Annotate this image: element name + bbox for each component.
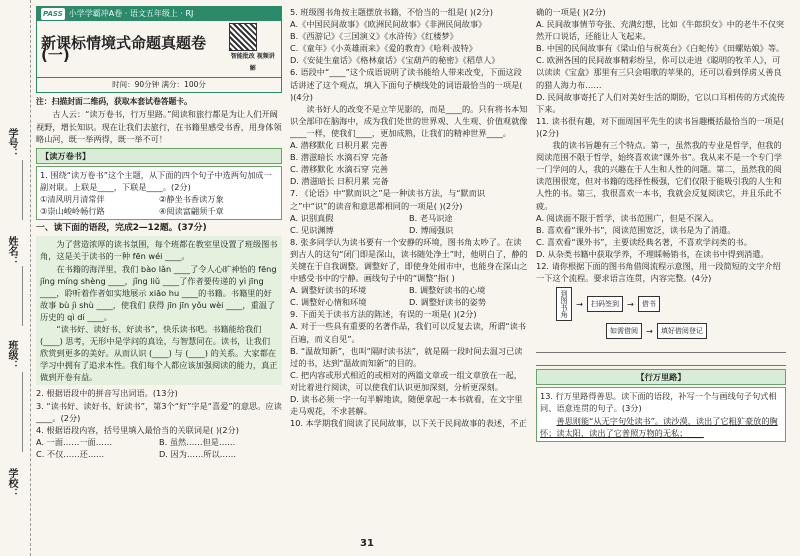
question-5: 5. 班级图书角按主题摆放书籍，不恰当的一组是( )(2分)	[290, 7, 493, 17]
q9-option[interactable]: D. 读书必须一字一句半解地读，随便拿起一本书就看，在文字里走马观花，不求甚解。	[290, 394, 523, 417]
column-1	[36, 6, 282, 460]
margin-label-name: 姓名：	[6, 236, 17, 266]
reading-passage	[36, 236, 282, 385]
margin-blank-line[interactable]	[22, 160, 23, 220]
q6-option[interactable]: C. 潜移默化 水滴石穿 完善	[290, 164, 389, 175]
q5-option[interactable]: B.《西游记》《三国演义》《水浒传》《红楼梦》	[290, 31, 458, 42]
margin-label-id: 学号：	[6, 128, 17, 158]
part-1-title: 一、读下面的语段，完成2—12题。(37分)	[36, 223, 207, 234]
column-2	[290, 6, 528, 429]
q8-option[interactable]: A. 调整好读书的环境	[290, 285, 367, 296]
question-4: 4. 根据语段内容，括号里填入最恰当的关联词是( )(2分)	[36, 424, 239, 435]
passage-paragraph: 为了营造浓厚的读书氛围，每个班都在教室里设置了班级图书角，这是关于读书的一种 fēn wéi ____。	[40, 239, 278, 262]
q7-option[interactable]: A. 识别真假	[290, 212, 334, 223]
question-7: 7. 《论语》中“默而识之”是一种读书方法，与“默而识之”中“识”的读音和意思都相同的一项是( )(2分)	[290, 188, 486, 211]
arrow-right-icon: →	[576, 299, 583, 310]
question-10: 10. 本学期我们阅读了民间故事，以下关于民间故事的表述，不正	[290, 418, 527, 429]
passage-paragraph: “读书好、读好书、好读书”，快乐读书吧。书籍能给我们 (____) 思考，无形中是学问的真诠，与智慧同在。读书，让我们欣赏到更多的美好。从而认识 (____) 与 (____) 的关系。大家都在学习中拥有了追求本性。我们每个人都应该加强阅读的能力，真正做到开卷有益。	[40, 323, 278, 383]
q1-option[interactable]: ④阅读富翩须千章	[159, 206, 224, 217]
q7-option[interactable]: B. 老马识途	[409, 212, 453, 223]
q8-option[interactable]: C. 调整好心情和环境	[290, 297, 367, 308]
flow-step-if-borrow: 如需借阅	[606, 323, 642, 339]
q6-option[interactable]: B. 潜滋暗长 水滴石穿 完备	[290, 152, 388, 163]
question-11: 11. 读书很有趣，对下面周国平先生的读书旨趣概括最恰当的一项是( )(2分)	[536, 115, 785, 138]
q10-option[interactable]: A. 民间故事情节夸张、充满幻想，比如《牛郎织女》中的老牛不仅突然开口说话，还能让人飞起来。	[536, 19, 785, 42]
scan-note: 注：扫描封面二维码，获取本套试卷答题卡。	[36, 97, 192, 107]
flow-step-borrow: 借书	[638, 296, 660, 312]
q13-passage: 善思则能“从无字句处读书”。读沙漠，读出了它粗犷豪放的胸怀；读太阳，读出了它普照万物的无私；____	[540, 415, 778, 438]
q8-option[interactable]: D. 调整好读书的姿势	[409, 297, 487, 308]
q5-option[interactable]: D.《安徒生童话》《格林童话》《宝葫芦的秘密》《稻草人》	[290, 55, 500, 66]
flow-step-register: 填好借阅登记	[657, 323, 707, 339]
answer-line[interactable]	[536, 354, 786, 366]
answer-line[interactable]	[536, 341, 786, 353]
intro-text: 古人云：“读万卷书，行万里路。”阅读和旅行都是为让人们开阔视野，增长知识。现在让我们去旅行，在书籍里感受书香，用身体领略山河，既一举两得，既一举不可！	[36, 109, 282, 144]
exam-meta: 时间：90分钟 满分：100分	[37, 77, 281, 92]
margin-label-class: 班级：	[6, 340, 17, 370]
q10-option[interactable]: D. 民间故事寄托了人们对美好生活的期盼，它以口耳相传的方式流传下来。	[536, 91, 785, 114]
section-read-title: 【读万卷书】	[36, 148, 282, 164]
margin-blank-line[interactable]	[22, 266, 23, 326]
question-9: 9. 下面关于读书方法的陈述，有误的一项是( )(2分)	[290, 309, 477, 320]
question-8: 8. 张多同学认为读书要有一个安静的环境，图书角太吵了。在读到古人的这句“闭门即是深山，读书随处净土”时，他明白了，静的关键在于自我调整。调整好了，即使身处闹市中，也能身在深山之中感受书中的宁静。画线句子中的“调整”指( )	[290, 236, 528, 284]
question-13-text: 13. 行万里路得善思。读下面的语段，补写一个与画线句子句式相同、语意连贯的句子。(3分)	[540, 391, 777, 414]
q9-option[interactable]: B. “温故知新”，也叫“隔时读书法”，就是隔一段时间去温习已读过的书，达到“温故而知新”的目的。	[290, 345, 523, 368]
qr-caption: 智能批改 视频讲解	[230, 53, 275, 73]
exam-title: 新课标情境式命题真题卷(一)	[41, 34, 207, 65]
q9-option[interactable]: C. 把内容或形式相近的或相对的两篇文章或一组文章放在一起，对比着进行阅读，可以使我们认识更加深刻，分析更深刻。	[290, 369, 522, 392]
q9-option[interactable]: A. 对于一些具有重要的名著作品，我们可以反复去读，所谓“读书百遍，而义自见”。	[290, 321, 526, 344]
question-1	[36, 166, 282, 220]
flow-step-signin: 扫码签到	[587, 296, 623, 312]
qr-code-icon[interactable]	[229, 23, 257, 51]
question-12: 12. 请你根据下面的图书角借阅流程示意图，用一段简短的文字介绍一下这个流程。要求语言连贯，内容完整。(4分)	[536, 260, 781, 284]
question-1-text: 1. 围绕“读万卷书”这个主题，从下面的四个句子中选两句加成一副对联。上联是____，下联是____。(2分)	[40, 169, 272, 192]
q4-option[interactable]: B. 虽然……但是……	[159, 436, 236, 447]
q10-option[interactable]: C. 欧洲各国的民间故事精彩纷呈，你可以走进《聪明的牧羊人》，可以读读《宝盒》那里有三只会唱歌的苹果的，还可以看到俘虏乂善良的猎人海力布……	[536, 55, 782, 90]
question-10-continued: 确的一项是( )(2分)	[536, 7, 606, 17]
flow-diagram	[556, 287, 786, 321]
column-3	[536, 6, 786, 444]
q4-option[interactable]: C. 不仅……还……	[36, 448, 105, 459]
q11-passage: 我的读书旨趣有三个特点。第一，虽然我的专业是哲学，但我的阅读范围不限于哲学，始终喜欢读“课外书”。我从来不是一个专门学一门学问的人，我的兴趣在于人生和人性的问题。第二，虽然我的阅读范围很宽，但对书籍的选择性极强，它们仅限于能吸引我的人生和人性的书。第三，我很喜欢一本书，我就会反复阅读它，并且乐此不疲。	[536, 140, 782, 211]
q11-option[interactable]: B. 喜欢看“课外书”，阅读范围宽泛，读书是为了消遣。	[536, 224, 736, 235]
series-name: 小学学霸冲A卷 · 语文五年级上 · RJ	[68, 9, 194, 18]
flow-diagram-row-2	[606, 323, 786, 339]
brand-logo: PASS	[41, 8, 65, 20]
q7-option[interactable]: C. 见识渊博	[290, 224, 334, 235]
q6-passage: 读书好人的改变不是立竿见影的，而是____的。只有将书本知识全部印在脑海中，成为我们处世的世界观、人生观、价值观就像____一样，使我们____，更加成熟，让我们的精神世界____。	[290, 103, 528, 138]
q1-option[interactable]: ②静坐书香读万象	[159, 194, 224, 205]
binding-margin	[0, 0, 31, 556]
arrow-right-icon: →	[626, 299, 634, 310]
question-6: 6. 语段中“____”这个成语说明了读书能给人带来改变，下面这段话讲述了这个观点，填入下面句子横线处的词语最恰当的一项是( )(4分)	[290, 67, 523, 102]
q11-option[interactable]: A. 阅读面不限于哲学，读书范围广，但是不深入。	[536, 212, 719, 223]
question-2: 2. 根据语段中的拼音写出词语。(13分)	[36, 388, 178, 399]
q4-option[interactable]: D. 因为……所以……	[159, 448, 237, 459]
q7-option[interactable]: D. 博闻强识	[409, 224, 454, 235]
margin-blank-line[interactable]	[22, 372, 23, 452]
q5-option[interactable]: A.《中国民间故事》《欧洲民间故事》《非洲民间故事》	[290, 19, 487, 30]
q6-option[interactable]: D. 潜滋暗长 日积月累 完备	[290, 176, 389, 187]
margin-label-school: 学校：	[6, 468, 17, 498]
q11-option[interactable]: D. 从杂类书籍中获取学养，不理睬畅销书，在读书中得到消遣。	[536, 248, 769, 259]
q1-option[interactable]: ③崇山峻岭畅行路	[40, 206, 105, 217]
question-3: 3. “读书好、读好书、好读书”，第3个“好”字是“喜爱”的意思。应读____。(2分)	[36, 400, 282, 423]
q1-option[interactable]: ①清风明月清常伴	[40, 194, 105, 205]
q5-option[interactable]: C.《童年》《小英雄雨来》《爱的教育》《哈利·波特》	[290, 43, 477, 54]
q10-option[interactable]: B. 中国的民间故事有《梁山伯与祝英台》《白蛇传》《田螺姑娘》等。	[536, 43, 785, 54]
arrow-right-icon: →	[646, 326, 653, 337]
exam-header	[36, 6, 282, 93]
question-13	[536, 387, 786, 441]
section-travel-title: 【行万里路】	[536, 369, 786, 385]
page-number: 31	[360, 538, 374, 549]
q8-option[interactable]: B. 调整好读书的心境	[409, 285, 486, 296]
q4-option[interactable]: A. 一面……一面……	[36, 436, 113, 447]
flow-step-start: 到图书角	[556, 287, 572, 321]
passage-paragraph: 在书籍的海洋里，我们 bào lǎn ____了令人心旷神怡的 fēng jǐng míng shèng ____，jǐng liǔ ____了作者要传递的 yì jīng ____，聆听着作者如实地展示 xiāo hu ____的书籍。书籍里的好故事 bù jì shù ____，使我们 获得 jīn jīn yǒu wèi ____，重温了历史的 qì dí ____。	[40, 263, 277, 322]
q6-option[interactable]: A. 潜移默化 日积月累 完善	[290, 140, 388, 151]
q11-option[interactable]: C. 喜欢看“课外书”，主要读经典名著，不喜欢学问类的书。	[536, 236, 752, 247]
